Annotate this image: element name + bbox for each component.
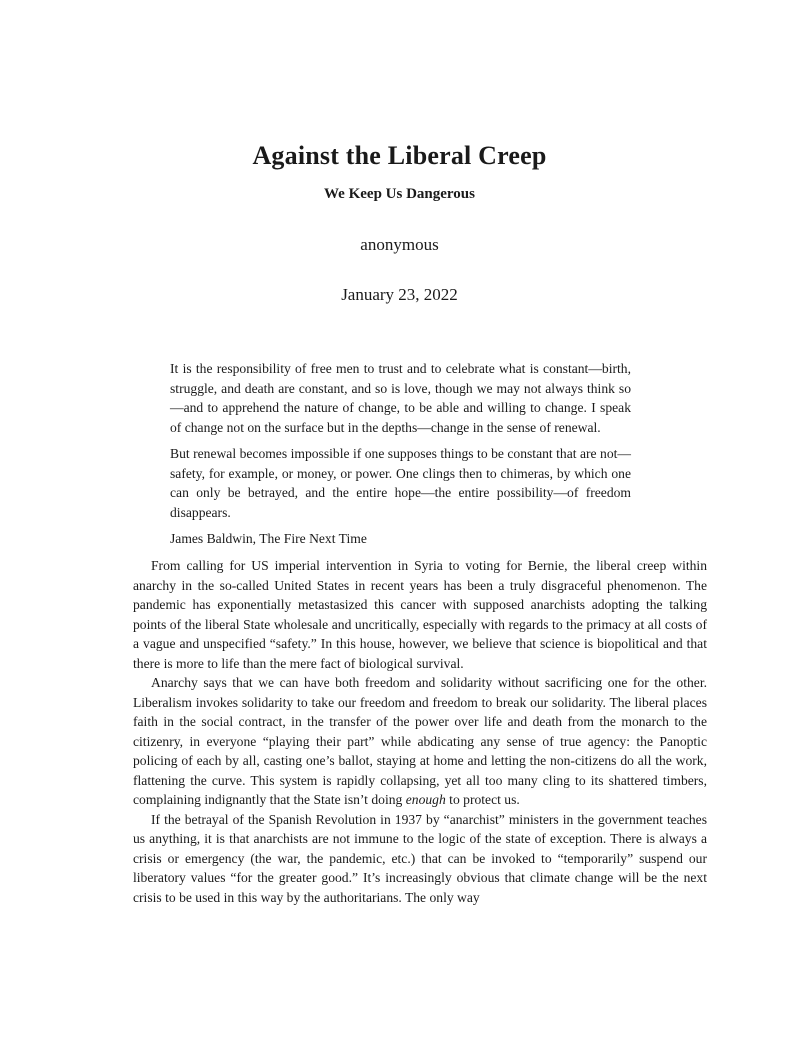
epigraph-attribution: James Baldwin, The Fire Next Time xyxy=(170,531,367,546)
body-text-run: to protect us. xyxy=(449,792,520,807)
epigraph-paragraph: But renewal becomes impossible if one supposes things to be constant that are not—safety, for example, or money, or power. One clings then to chimeras, by which one can only be betrayed, and the entire hope—the entire possibility—of freedom disappears. xyxy=(170,446,631,520)
author: anonymous xyxy=(360,235,439,254)
body-text xyxy=(133,556,707,907)
publication-date: January 23, 2022 xyxy=(341,285,458,304)
epigraph xyxy=(170,359,631,556)
page-title: Against the Liberal Creep xyxy=(252,141,547,170)
epigraph-paragraph: It is the responsibility of free men to trust and to celebrate what is constant—birth, struggle, and death are constant, and so is love, though we may not always think so—and to apprehend the nature of change, to be able and willing to change. I speak of change not on the surface but in the depths—change in the sense of renewal. xyxy=(170,361,631,435)
page-subtitle: We Keep Us Dangerous xyxy=(324,186,475,202)
body-paragraph xyxy=(133,673,707,810)
body-paragraph: From calling for US imperial intervention in Syria to voting for Bernie, the liberal creep within anarchy in the so-called United States in recent years has been a truly disgraceful phenomenon. The pandemic has exponentially metastasized this cancer with supposed anarchists adopting the talking points of the liberal State wholesale and uncritically, especially with regards to the primacy at all costs of a vague and unspecified “safety.” In this house, however, we believe that science is biopolitical and that there is more to life than the mere fact of biological survival. xyxy=(133,558,707,671)
emphasis-text: enough xyxy=(405,792,446,807)
body-text-run: Anarchy says that we can have both freedom and solidarity without sacrificing one for the other. Liberalism invokes solidarity to take our freedom and freedom to break our solidarity. The liberal places faith in the social contract, in the transfer of the power over life and death from the monarch to the citizenry, in everyone “playing their part” while abdicating any sense of true agency: the Panoptic policing of each by all, casting one’s ballot, staying at home and letting the non-citizens do all the work, flattening the curve. This system is rapidly collapsing, yet all too many cling to its shattered timbers, complaining indignantly that the State isn’t doing xyxy=(133,675,707,807)
body-paragraph: If the betrayal of the Spanish Revolution in 1937 by “anarchist” ministers in the government teaches us anything, it is that anarchists are not immune to the logic of the state of exception. There is always a crisis or emergency (the war, the pandemic, etc.) that can be invoked to “temporarily” suspend our liberatory values “for the greater good.” It’s increasingly obvious that climate change will be the next crisis to be used in this way by the authoritarians. The only way xyxy=(133,811,707,905)
